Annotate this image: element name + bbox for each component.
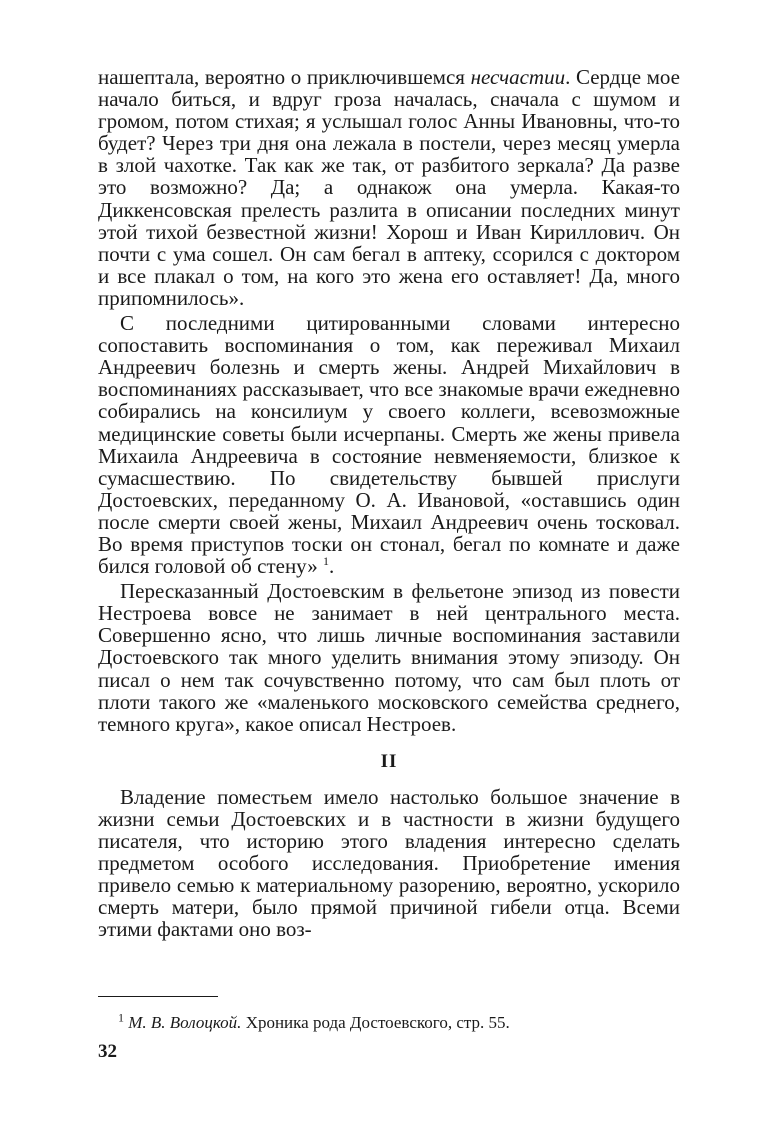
text-run: С последними цитированными словами интересно сопоставить воспоминания о том, как переживал Михаил Андреевич болезнь и смерть жены. Андрей Михайлович в воспоминаниях рассказывает, что все знакомые врачи ежедневно собирались на консилиум у своего коллеги, всевозможные медицинские советы были исчерпаны. Смерть же жены привела Михаила Андреевича в состояние невменяемости, близкое к сумасшествию. По свидетельству бывшей прислуги Достоевских, переданному О. А. Ивановой, «оставшись один после смерти своей жены, Михаил Андреевич очень тосковал. Во время приступов тоски он стонал, бегал по комнате и даже бился головой об стену» <box>98 311 680 579</box>
footnote-reference: 1 <box>322 554 329 569</box>
emphasized-word: несчастии <box>470 65 566 89</box>
footnote-author: М. В. Волоцкой. <box>128 1013 242 1032</box>
section-heading: II <box>380 750 398 772</box>
footnote-number: 1 <box>118 1010 124 1025</box>
paragraph-continuation <box>98 66 680 309</box>
footnote <box>118 1010 678 1033</box>
text-run: . <box>328 554 335 579</box>
paragraph <box>98 312 680 577</box>
page-number: 32 <box>98 1041 117 1062</box>
paragraph: Пересказанный Достоевским в фельетоне эпизод из повести Нестроева вовсе не занимает в ней центрального места. Совершенно ясно, что лишь личные воспоминания заставили Достоевского так много уделить внимания этому эпизоду. Он писал о нем так сочувственно потому, что сам был плоть от плоти такого же «маленького московского семейства среднего, темного круга», какое описал Нестроев. <box>98 579 680 736</box>
text-run: нашептала, вероятно о приключившемся <box>98 65 471 89</box>
footnote-text: Хроника рода Достоевского, стр. 55. <box>241 1013 510 1032</box>
body-text <box>98 66 680 941</box>
footnote-divider <box>98 996 218 997</box>
section-paragraph: Владение поместьем имело настолько большое значение в жизни семьи Достоевских и в частности в жизни будущего писателя, что историю этого владения интересно сделать предметом особого исследования. Приобретение имения привело семью к материальному разорению, вероятно, ускорило смерть матери, было прямой причиной гибели отца. Всеми этими фактами оно воз- <box>98 784 680 942</box>
text-run: . Сердце мое начало биться, и вдруг гроза началась, сначала с шумом и громом, потом стихая; я услышал голос Анны Ивановны, что-то будет? Через три дня она лежала в постели, через месяц умерла в злой чахотке. Так как же так, от разбитого зеркала? Да разве это возможно? Да; а однакож она умерла. Какая-то Диккенсовская прелесть разлита в описании последних минут этой тихой безвестной жизни! Хорош и Иван Кириллович. Он почти с ума сошел. Он сам бегал в аптеку, ссорился с доктором и все плакал о том, на кого это жена его оставляет! Да, много припомнилось». <box>98 65 681 310</box>
